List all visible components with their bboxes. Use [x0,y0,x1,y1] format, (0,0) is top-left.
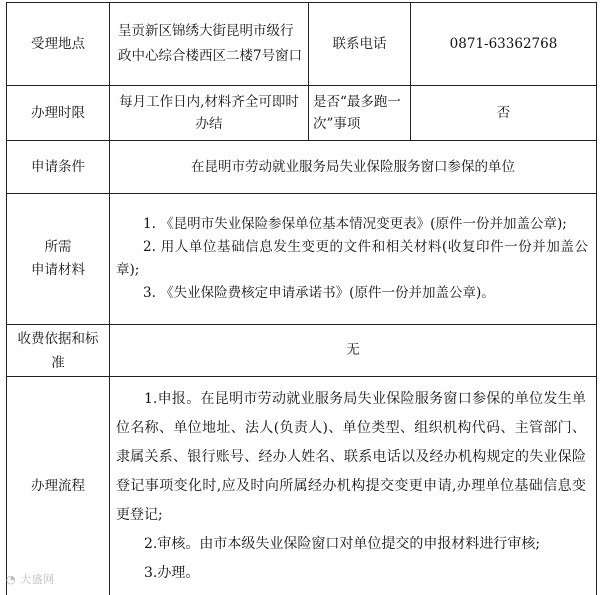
location-value: 呈贡新区锦绣大街昆明市级行政中心综合楼西区二楼7号窗口 [110,3,309,86]
material-item: 3. 《失业保险费核定申请承诺书》(原件一份并加盖公章)。 [143,285,495,301]
process-step: 2.审核。由市本级失业保险窗口对单位提交的申报材料进行审核; [144,535,541,552]
watermark [6,571,55,587]
process-step: 3.办理。 [144,564,200,581]
row-process [7,377,597,595]
materials-label-line1: 所需 [44,239,72,255]
phone-label: 联系电话 [309,3,411,86]
hours-value: 每月工作日内,材料齐全可即时办结 [110,86,309,141]
row-hours [7,86,597,141]
process-label: 办理流程 [7,377,110,595]
row-fees [7,325,597,377]
materials-label [7,194,110,325]
row-location [7,3,597,86]
location-label: 受理地点 [7,3,110,86]
service-info-table [6,2,597,595]
conditions-label: 申请条件 [7,141,110,194]
hours-label: 办理时限 [7,86,110,141]
row-materials [7,194,597,325]
material-item: 1. 《昆明市失业保险参保单位基本情况变更表》(原件一份并加盖公章); [143,216,567,232]
materials-label-line2: 申请材料 [31,262,85,278]
conditions-value: 在昆明市劳动就业服务局失业保险服务窗口参保的单位 [110,141,597,194]
process-step: 1.申报。在昆明市劳动就业服务局失业保险服务窗口参保的单位发生单位名称、单位地址、法人(负责人)、单位类型、组织机构代码、主管部门、隶属关系、银行账号、经办人姓名、联系电话以及经办机构规定的失业保险登记事项变化时,应及时向所属经办机构提交变更申请,办理单位基础信息变更登记; [116,390,586,523]
process-steps [110,377,597,595]
fees-value: 无 [110,325,597,377]
phone-value: 0871-63362768 [411,3,597,86]
materials-list [110,194,597,325]
fees-label: 收费依据和标准 [7,325,110,377]
once-value: 否 [411,86,597,141]
material-item: 2. 用人单位基础信息发生变更的文件和相关材料(收复印件一份并加盖公章); [116,239,588,278]
once-label: 是否“最多跑一次”事项 [309,86,411,141]
row-conditions [7,141,597,194]
watermark-text: 大盛网 [20,573,55,586]
watermark-icon: ◔ [6,573,21,586]
